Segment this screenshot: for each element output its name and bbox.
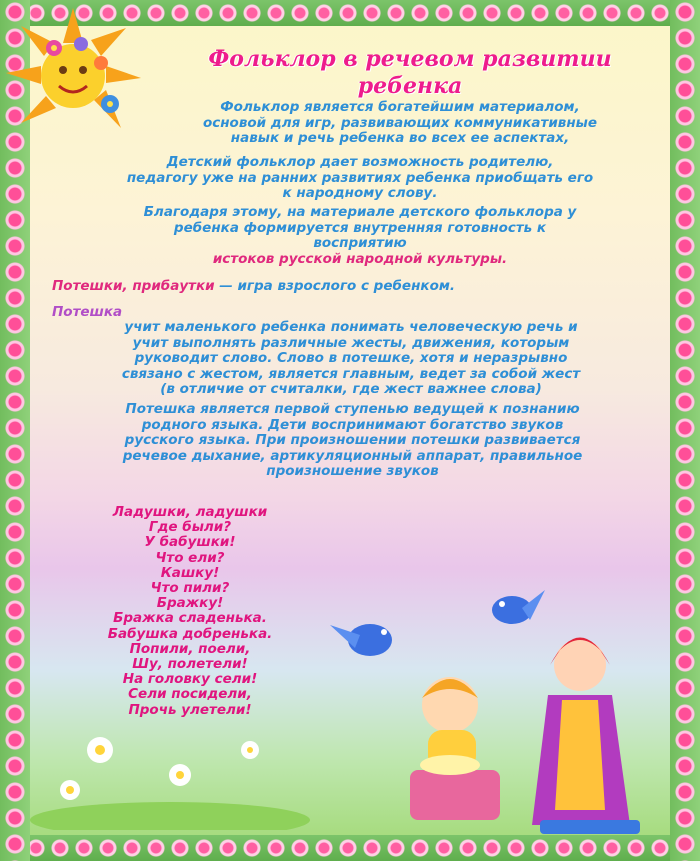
poem-line: Бабушка добренька.	[107, 625, 273, 642]
poem-line: Что пили?	[150, 580, 230, 597]
poem-line: Где были?	[148, 519, 232, 536]
sun-illustration	[6, 8, 141, 133]
poem-line: У бабушки!	[144, 534, 236, 551]
poem-line: На головку сели!	[122, 671, 258, 688]
culture-highlight: истоков русской народной культуры.	[212, 250, 508, 267]
poem-line: Что ели?	[155, 549, 225, 566]
potesh-definition: Потешки, прибаутки — игра взрослого с ребенком.	[52, 278, 456, 294]
potesh-subheading: Потешка	[52, 304, 123, 320]
paragraph-readiness: Благодаря этому, на материале детского фольклора у ребенка формируется внутренняя готовность к восприятию истоков русской народной культуры.	[50, 205, 670, 267]
bird-icon	[492, 590, 545, 624]
paragraph-children-folklore: Детский фольклор дает возможность родителю, педагогу уже на ранних развитиях ребенка приобщать его к народному слову.	[126, 154, 594, 201]
poem-line: Прочь улетели!	[128, 701, 252, 718]
paragraph-potesh-first-step: Потешка является первой ступенью ведущей к познанию родного языка. Дети воспринимают богатство звуков русского языка. При произношении потешки развивается речевое дыхание, артикуляционный аппарат, правильное произношение звуков	[122, 401, 583, 479]
poem-line: Бражку!	[156, 595, 224, 612]
paragraph-folklore-intro: Фольклор является богатейшим материалом, основой для игр, развивающих коммуникативные навык и речь ребенка во всех ее аспектах,	[202, 99, 598, 146]
flower-border-right	[670, 0, 700, 861]
daisy-meadow-illustration	[30, 720, 310, 830]
bird-icon	[330, 624, 392, 656]
paragraph-potesh-teaches: учит маленького ребенка понимать человеческую речь и учит выполнять различные жесты, движения, которым руководит слово. Слово в потешке, хотя и неразрывно связано с жестом, является главным, ведет за собой жест (в отличие от считалки, где жест важнее слова)	[121, 319, 581, 397]
page-title: Фольклор в речевом развитии ребенка	[208, 46, 612, 99]
poem-ladushki	[80, 505, 300, 718]
poem-line: Бражка сладенька.	[113, 610, 267, 627]
poem-line: Шу, полетели!	[132, 656, 248, 673]
grandma-child-birds-illustration	[300, 580, 670, 840]
poem-line: Попили, поели,	[129, 640, 251, 657]
poem-line: Сели посидели,	[128, 686, 252, 703]
poem-line: Ладушки, ладушки	[112, 504, 268, 520]
poem-line: Кашку!	[160, 564, 220, 581]
